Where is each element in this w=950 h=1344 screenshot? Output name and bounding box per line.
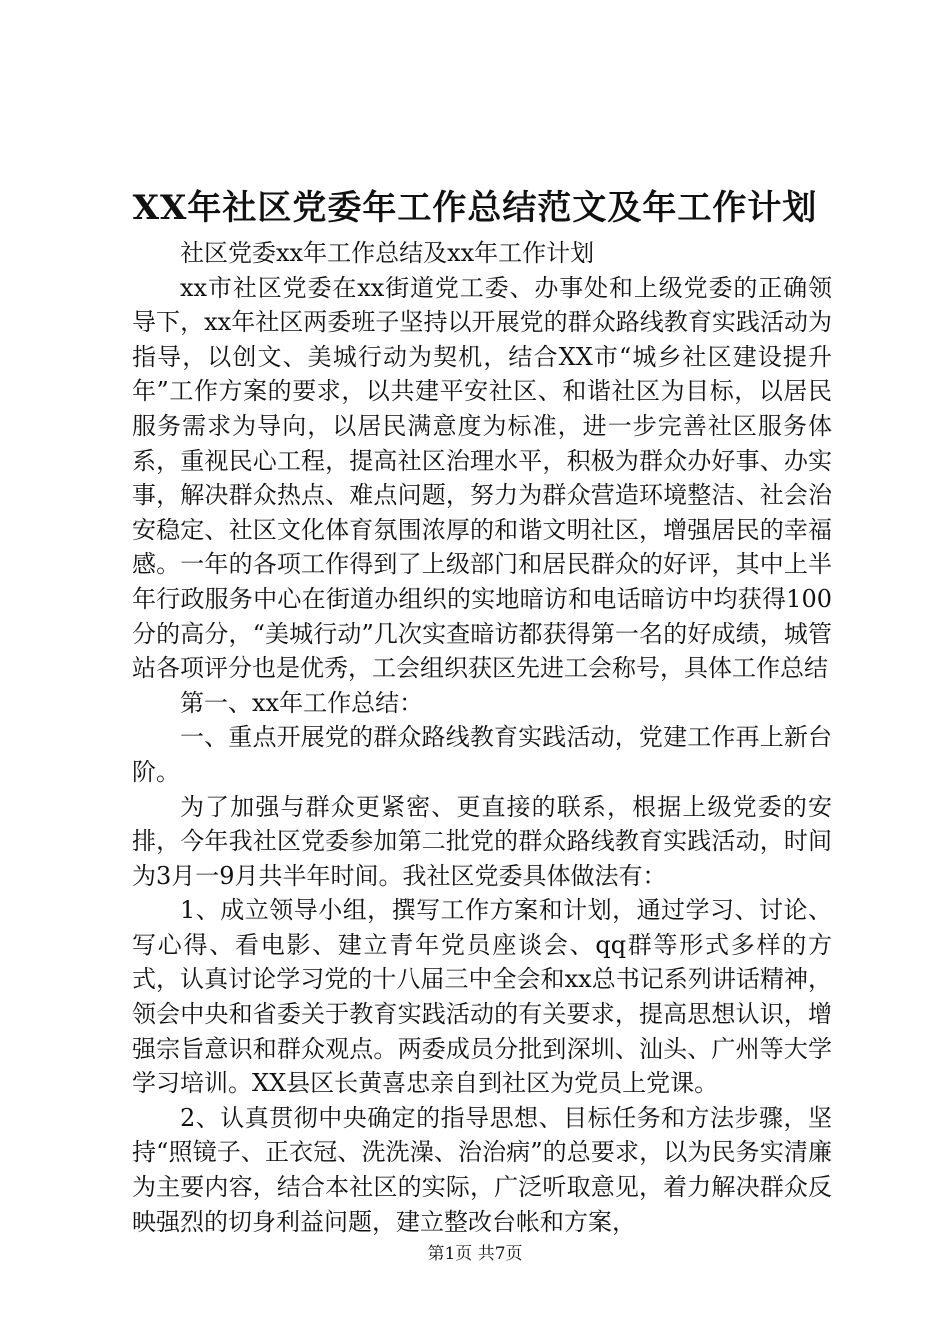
paragraph-item-heading: 一、重点开展党的群众路线教育实践活动，党建工作再上新台阶。 xyxy=(132,723,832,786)
paragraph-intro: xx市社区党委在xx街道党工委、办事处和上级党委的正确领导下，xx年社区两委班子坚持以开展党的群众路线教育实践活动为指导，以创文、美城行动为契机，结合XX市“城乡社区建设提升年”工作方案的要求，以共建平安社区、和谐社区为目标，以居民服务需求为导向，以居民满意度为标准，进一步完善社区服务体系，重视民心工程，提高社区治理水平，积极为群众办好事、办实事，解决群众热点、难点问题，努力为群众营造环境整洁、社会治安稳定、社区文化体育氛围浓厚的和谐文明社区，增强居民的幸福感。一年的各项工作得到了上级部门和居民群众的好评，其中上半年行政服务中心在街道办组织的实地暗访和电话暗访中均获得100分的高分，“美城行动”几次实查暗访都获得第一名的好成绩，城管站各项评分也是优秀，工会组织获区先进工会称号，具体工作总结 xyxy=(132,273,832,683)
page-footer: 第1页 共7页 xyxy=(427,1244,523,1264)
paragraph-point-2: 2、认真贯彻中央确定的指导思想、目标任务和方法步骤，坚持“照镜子、正衣冠、洗洗澡、治治病”的总要求，以为民务实清廉为主要内容，结合本社区的实际，广泛听取意见，着力解决群众反映强烈的切身利益问题，建立整改台帐和方案， xyxy=(132,1103,832,1236)
paragraph-subtitle: 社区党委xx年工作总结及xx年工作计划 xyxy=(180,239,595,267)
document-body xyxy=(132,236,832,1239)
paragraph-arrangement: 为了加强与群众更紧密、更直接的联系，根据上级党委的安排，今年我社区党委参加第二批党的群众路线教育实践活动，时间为3月一9月共半年时间。我社区党委具体做法有： xyxy=(132,792,832,890)
paragraph-point-1: 1、成立领导小组，撰写工作方案和计划，通过学习、讨论、写心得、看电影、建立青年党员座谈会、qq群等形式多样的方式，认真讨论学习党的十八届三中全会和xx总书记系列讲话精神，领会中央和省委关于教育实践活动的有关要求，提高思想认识，增强宗旨意识和群众观点。两委成员分批到深圳、汕头、广州等大学学习培训。XX县区长黄喜忠亲自到社区为党员上党课。 xyxy=(132,896,832,1098)
document-title: XX年社区党委年工作总结范文及年工作计划 xyxy=(132,188,818,228)
paragraph-section-heading: 第一、xx年工作总结： xyxy=(180,688,424,717)
